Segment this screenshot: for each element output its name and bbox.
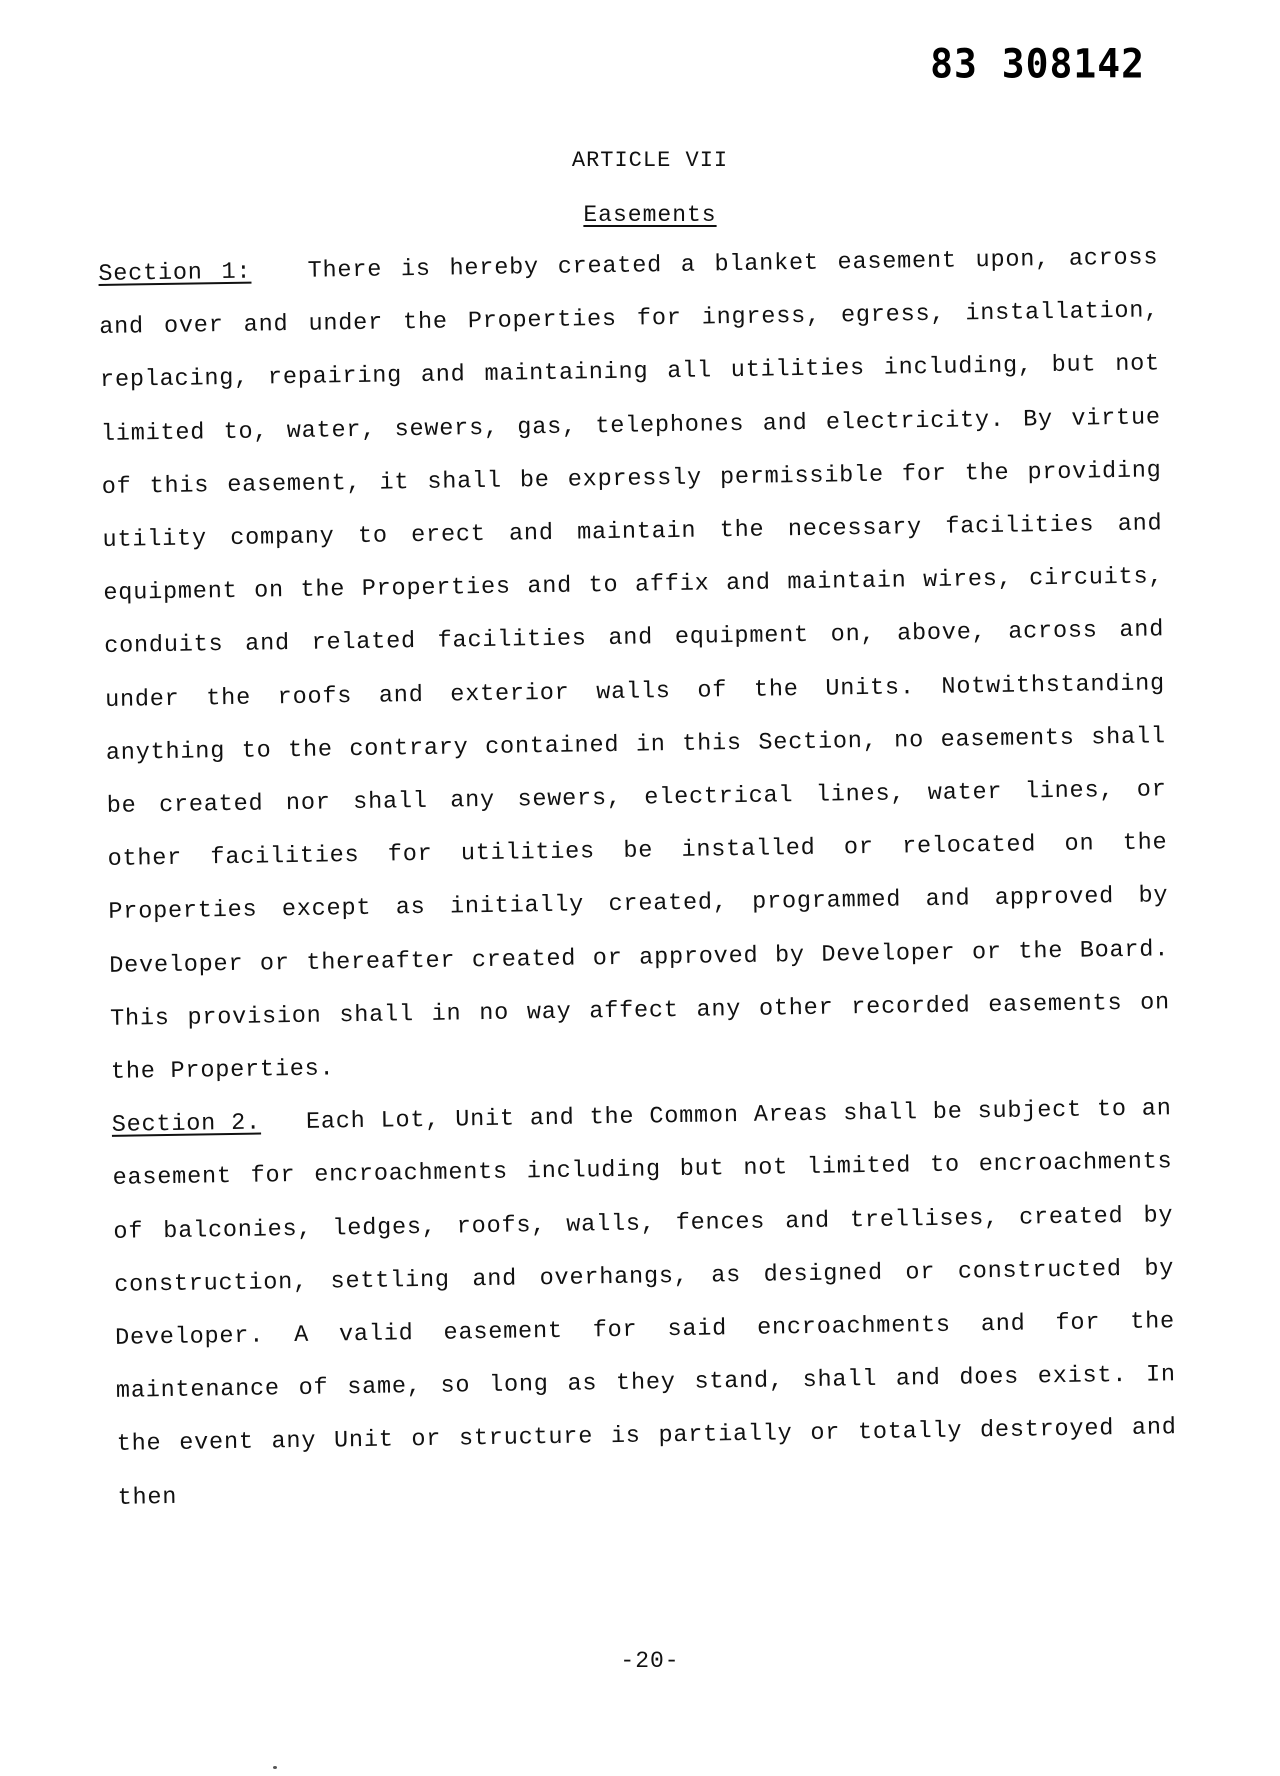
section-2 <box>111 1082 1178 1524</box>
article-title: ARTICLE VII <box>571 148 729 173</box>
section-2-heading: Section 2. <box>111 1109 262 1140</box>
article-subtitle <box>0 202 1280 228</box>
section-1 <box>98 231 1171 1099</box>
page-number: -20- <box>620 1648 680 1674</box>
article-subtitle-text: Easements <box>583 202 717 228</box>
section-1-text: There is hereby created a blanket easement upon, across and over and under the Properties for ingress, egress, installation, replacing, repairing and maintaining all utilities including, but not limited to, water, sewers, gas, telephones and electricity. By virtue of this easement, it shall be expressly permissible for the providing utility company to erect and maintain the necessary facilities and equipment on the Properties and to affix and maintain wires, circuits, conduits and related facilities and equipment on, above, across and under the roofs and exterior walls of the Units. Notwithstanding anything to the contrary contained in this Section, no easements shall be created nor shall any sewers, electrical lines, water lines, or other facilities for utilities be installed or relocated on the Properties except as initially created, programmed and approved by Developer or thereafter created or approved by Developer or the Board. This provision shall in no way affect any other recorded easements on the Properties. <box>99 244 1171 1086</box>
section-1-heading: Section 1: <box>98 258 252 288</box>
scan-speck <box>273 1766 277 1769</box>
section-2-text: Each Lot, Unit and the Common Areas shall be subject to an easement for encroachments including but not limited to encroachments of balconies, ledges, roofs, walls, fences and trellises, created by construction, settling and overhangs, as designed or constructed by Developer. A valid easement for said encroachments and for the maintenance of same, so long as they stand, shall and does exist. In the event any Unit or structure is partially or totally destroyed and then <box>112 1095 1177 1512</box>
recording-number: 83 308142 <box>930 40 1145 88</box>
document-body <box>98 231 1178 1524</box>
